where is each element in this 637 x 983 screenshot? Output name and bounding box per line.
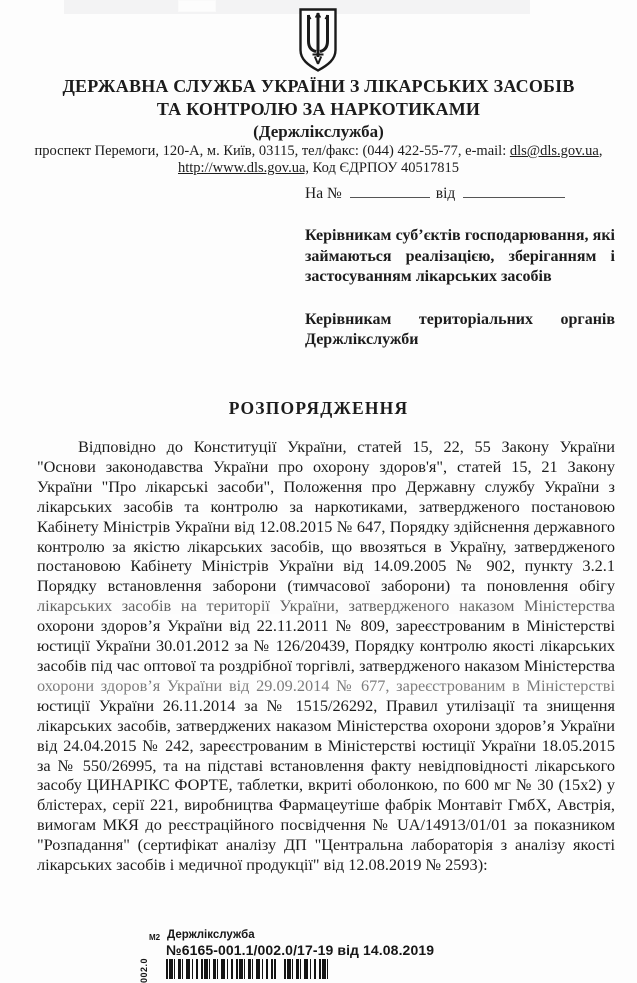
email-after-text: ,: [598, 143, 603, 159]
barcode-segment: [284, 959, 330, 979]
footer-org-name: Держлікслужба: [167, 929, 255, 941]
scan-artifact-notch: [178, 0, 216, 12]
scan-artifact-band: [64, 0, 530, 14]
contact-line-2: [0, 160, 637, 177]
reference-number-blank: [350, 183, 430, 198]
website-text: http://www.dls.gov.ua,: [178, 160, 310, 176]
reference-vid-label: від: [435, 185, 456, 202]
barcode: [166, 959, 330, 979]
org-short-name: (Держлікслужба): [253, 122, 384, 141]
letterhead: [0, 75, 637, 177]
addressee-paragraph-1: Керівникам суб’єктів господарювання, які займаються реалізацією, зберіганням і застосуванням лікарських засобів: [305, 227, 615, 285]
contact-address-text: проспект Перемоги, 120-А, м. Київ, 03115, тел/факс: (044) 422-55-77, e-mail:: [34, 143, 510, 159]
document-body-paragraph: Відповідно до Конституції України, статей 15, 22, 55 Закону України "Основи законодавства України про охорону здоров'я", статей 15, 21 Закону України "Про лікарські засоби", Положення про Державну службу України з лікарських засобів та контролю за наркотиками, затвердженого постановою Кабінету Міністрів України від 12.08.2015 № 647, Порядку здійснення державного контролю за якістю лікарських засобів, що ввозяться в Україну, затвердженого постановою Кабінету Міністрів України від 14.09.2005 № 902, пункту 3.2.1 Порядку встановлення заборони (тимчасової заборони) та поновлення обігу лікарських засобів на території України, затвердженого наказом Міністерства охорони здоров’я України від 22.11.2011 № 809, зареєстрованим в Міністерстві юстиції України 30.01.2012 за № 126/20439, Порядку контролю якості лікарських засобів під час оптової та роздрібної торгівлі, затвердженого наказом Міністерства охорони здоров’я України від 29.09.2014 № 677, зареєстрованим в Міністерстві юстиції України 26.11.2014 за № 1515/26292, Правил утилізації та знищення лікарських засобів, затверджених наказом Міністерства охорони здоров’я України від 24.04.2015 № 242, зареєстрованим в Міністерстві юстиції України 18.05.2015 за № 550/26995, та на підставі встановлення факту невідповідності лікарського засобу ЦИНАРІКС ФОРТЕ, таблетки, вкриті оболонкою, по 600 мг № 30 (15х2) у блістерах, серії 221, виробництва Фармацеутіше фабрік Монтавіт ГмбХ, Австрія, вимогам МКЯ до реєстраційного посвідчення № UA/14913/01/01 за показником "Розпадання" (сертифікат аналізу ДП "Центральна лабораторія з аналізу якості лікарських засобів і медичної продукції" від 12.08.2019 № 2593):: [37, 437, 615, 875]
contact-line-1: [0, 143, 637, 160]
org-name-line1: ДЕРЖАВНА СЛУЖБА УКРАЇНИ З ЛІКАРСЬКИХ ЗАСОБІВ: [62, 76, 575, 96]
document-body: [37, 437, 615, 875]
email-text: dls@dls.gov.ua: [509, 143, 599, 159]
document-title: РОЗПОРЯДЖЕННЯ: [228, 398, 409, 418]
reference-date-blank: [463, 183, 565, 198]
edrpou-text: Код ЄДРПОУ 40517815: [309, 160, 459, 176]
org-name-line2: ТА КОНТРОЛЮ ЗА НАРКОТИКАМИ: [156, 99, 481, 119]
reference-line: [305, 183, 565, 203]
reference-na-label: На №: [305, 185, 342, 202]
addressee-paragraph-2: Керівникам територіальних органів Держлікслужби: [305, 310, 615, 348]
barcode-segment: [166, 959, 276, 979]
footer-copy-mark: М2: [149, 933, 161, 942]
footer-side-code: 002.0: [139, 957, 149, 983]
footer-registration-number: №6165-001.1/002.0/17-19 від 14.08.2019: [166, 942, 435, 958]
addressee-block: [305, 226, 615, 351]
ukraine-trident-emblem-icon: [298, 8, 338, 72]
